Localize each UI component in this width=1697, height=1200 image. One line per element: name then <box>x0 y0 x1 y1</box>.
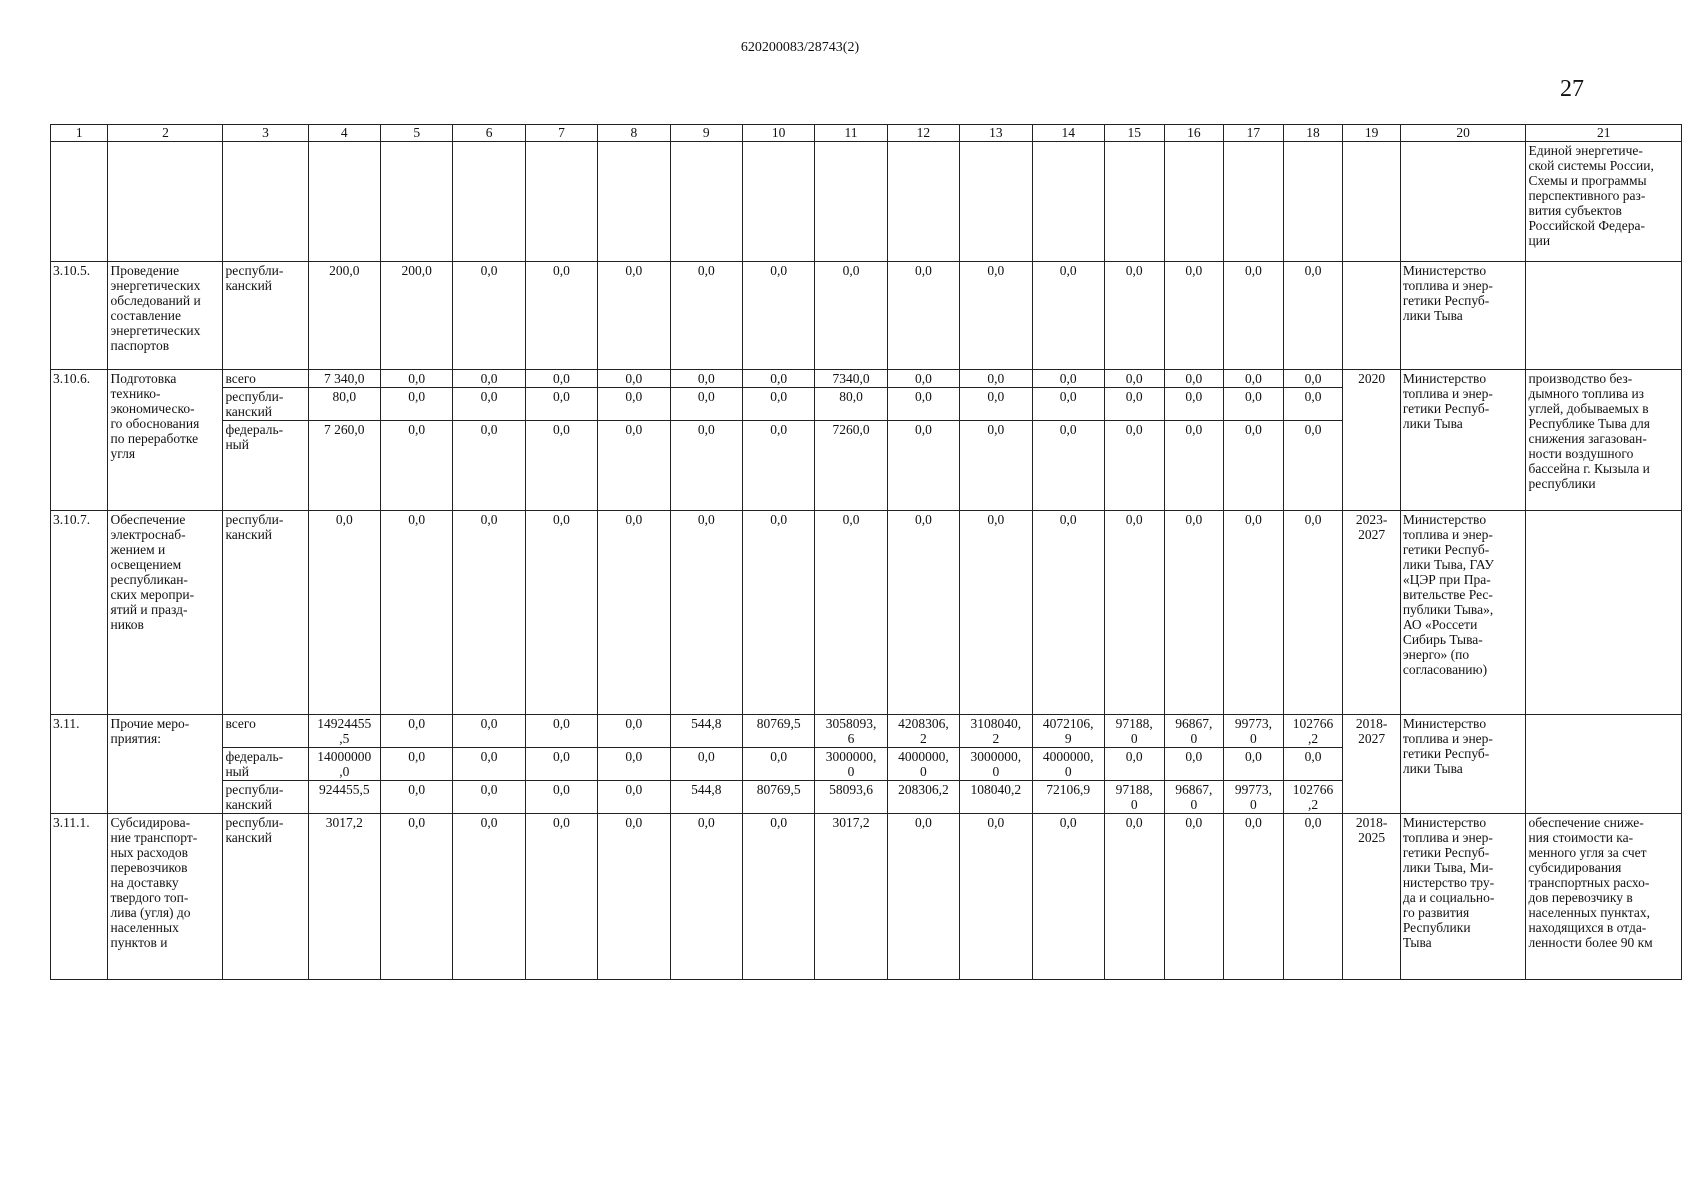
item-number-cell: 3.10.5. <box>51 262 108 370</box>
value-cell: 0,0 <box>670 814 742 980</box>
table-row <box>51 262 1682 370</box>
value-cell: 0,0 <box>308 511 380 715</box>
funding-source-cell: всего <box>223 715 308 748</box>
value-cell: 0,0 <box>1032 421 1104 511</box>
value-cell: 0,0 <box>742 262 814 370</box>
value-cell: 544,8 <box>670 715 742 748</box>
value-cell: 0,0 <box>1164 748 1224 781</box>
term-cell: 2018- 2025 <box>1343 814 1400 980</box>
value-cell: 0,0 <box>670 388 742 421</box>
budget-table-container <box>50 124 1682 980</box>
value-cell: 0,0 <box>598 814 670 980</box>
value-cell: 0,0 <box>1224 262 1284 370</box>
value-cell: 108040,2 <box>960 781 1032 814</box>
value-cell: 4000000, 0 <box>887 748 959 781</box>
value-cell: 0,0 <box>960 814 1032 980</box>
value-cell: 0,0 <box>453 262 525 370</box>
item-number-cell: 3.11. <box>51 715 108 814</box>
term-cell: 2018- 2027 <box>1343 715 1400 814</box>
table-row <box>51 715 1682 748</box>
funding-source-cell: всего <box>223 370 308 388</box>
column-number: 2 <box>108 125 223 142</box>
column-number: 21 <box>1526 125 1682 142</box>
item-name-cell: Проведение энергетических обследований и составление энергетических паспортов <box>108 262 223 370</box>
value-cell: 0,0 <box>1283 511 1343 715</box>
value-cell: 0,0 <box>1104 370 1164 388</box>
value-cell: 0,0 <box>742 388 814 421</box>
executor-cell: Министерство топлива и энер- гетики Респуб- лики Тыва, ГАУ «ЦЭР при Пра- вительстве Рес- публики Тыва», АО «Россети Сибирь Тыва- энерго» (по согласованию) <box>1400 511 1526 715</box>
value-cell: 0,0 <box>598 370 670 388</box>
value-cell: 0,0 <box>453 511 525 715</box>
executor-cell: Министерство топлива и энер- гетики Респуб- лики Тыва <box>1400 262 1526 370</box>
value-cell: 0,0 <box>1104 421 1164 511</box>
value-cell: 0,0 <box>1164 421 1224 511</box>
value-cell: 0,0 <box>525 511 597 715</box>
value-cell: 0,0 <box>1104 814 1164 980</box>
page-number: 27 <box>1560 76 1584 102</box>
value-cell: 4072106, 9 <box>1032 715 1104 748</box>
item-number-cell: 3.11.1. <box>51 814 108 980</box>
value-cell: 0,0 <box>381 781 453 814</box>
value-cell: 0,0 <box>887 511 959 715</box>
value-cell: 3000000, 0 <box>815 748 887 781</box>
value-cell: 0,0 <box>525 388 597 421</box>
value-cell: 0,0 <box>381 370 453 388</box>
value-cell: 0,0 <box>887 370 959 388</box>
item-number-cell: 3.10.6. <box>51 370 108 511</box>
column-number: 15 <box>1104 125 1164 142</box>
value-cell: 0,0 <box>1283 814 1343 980</box>
value-cell: 0,0 <box>453 748 525 781</box>
value-cell: 0,0 <box>1224 370 1284 388</box>
value-cell: 0,0 <box>960 370 1032 388</box>
value-cell: 0,0 <box>525 781 597 814</box>
value-cell: 0,0 <box>525 421 597 511</box>
column-number: 8 <box>598 125 670 142</box>
value-cell: 0,0 <box>1224 748 1284 781</box>
value-cell: 0,0 <box>1032 511 1104 715</box>
value-cell: 0,0 <box>525 262 597 370</box>
column-number: 19 <box>1343 125 1400 142</box>
funding-source-cell: республи- канский <box>223 511 308 715</box>
value-cell: 99773, 0 <box>1224 715 1284 748</box>
value-cell: 0,0 <box>742 748 814 781</box>
value-cell: 0,0 <box>887 421 959 511</box>
value-cell: 0,0 <box>381 814 453 980</box>
value-cell: 0,0 <box>381 388 453 421</box>
value-cell: 72106,9 <box>1032 781 1104 814</box>
value-cell: 0,0 <box>1104 262 1164 370</box>
value-cell: 97188, 0 <box>1104 715 1164 748</box>
term-cell <box>1343 262 1400 370</box>
value-cell: 14000000 ,0 <box>308 748 380 781</box>
value-cell: 99773, 0 <box>1224 781 1284 814</box>
value-cell: 4000000, 0 <box>1032 748 1104 781</box>
value-cell: 0,0 <box>1283 262 1343 370</box>
value-cell: 4208306, 2 <box>887 715 959 748</box>
value-cell: 14924455 ,5 <box>308 715 380 748</box>
term-cell: 2020 <box>1343 370 1400 511</box>
funding-source-cell: федераль- ный <box>223 748 308 781</box>
expected-result-cell <box>1526 715 1682 814</box>
value-cell: 7 260,0 <box>308 421 380 511</box>
value-cell: 0,0 <box>598 388 670 421</box>
funding-source-cell: республи- канский <box>223 814 308 980</box>
value-cell: 102766 ,2 <box>1283 715 1343 748</box>
value-cell: 0,0 <box>453 370 525 388</box>
value-cell: 0,0 <box>453 814 525 980</box>
value-cell: 7260,0 <box>815 421 887 511</box>
budget-table <box>50 124 1682 980</box>
value-cell: 0,0 <box>598 748 670 781</box>
value-cell: 0,0 <box>1283 370 1343 388</box>
value-cell: 0,0 <box>1164 511 1224 715</box>
term-cell: 2023- 2027 <box>1343 511 1400 715</box>
value-cell: 0,0 <box>1032 262 1104 370</box>
item-name-cell: Субсидирова- ние транспорт- ных расходов перевозчиков на доставку твердого топ- лива (угля) до населенных пунктов и <box>108 814 223 980</box>
column-number: 11 <box>815 125 887 142</box>
value-cell: 0,0 <box>381 748 453 781</box>
column-number: 9 <box>670 125 742 142</box>
value-cell: 80769,5 <box>742 781 814 814</box>
value-cell: 0,0 <box>960 421 1032 511</box>
value-cell: 0,0 <box>598 511 670 715</box>
expected-result-cell: обеспечение сниже- ния стоимости ка- менного угля за счет субсидирования транспортных расхо- дов перевозчику в населенных пунктах, находящихся в отда- ленности более 90 км <box>1526 814 1682 980</box>
item-name-cell: Подготовка технико- экономическо- го обоснования по переработке угля <box>108 370 223 511</box>
value-cell: 80,0 <box>815 388 887 421</box>
value-cell: 0,0 <box>598 421 670 511</box>
value-cell: 0,0 <box>960 511 1032 715</box>
value-cell: 7340,0 <box>815 370 887 388</box>
value-cell: 0,0 <box>1032 814 1104 980</box>
value-cell: 3108040, 2 <box>960 715 1032 748</box>
column-number: 12 <box>887 125 959 142</box>
item-name-cell: Обеспечение электроснаб- жением и освещением республикан- ских меропри- ятий и празд- ников <box>108 511 223 715</box>
column-number: 14 <box>1032 125 1104 142</box>
value-cell: 97188, 0 <box>1104 781 1164 814</box>
expected-result-cell: Единой энергетиче- ской системы России, Схемы и программы перспективного раз- вития субъектов Российской Федера- ции <box>1526 142 1682 262</box>
value-cell: 0,0 <box>1032 370 1104 388</box>
value-cell: 0,0 <box>381 715 453 748</box>
value-cell: 0,0 <box>887 388 959 421</box>
column-number: 13 <box>960 125 1032 142</box>
table-row <box>51 142 1682 262</box>
value-cell: 80,0 <box>308 388 380 421</box>
table-row <box>51 370 1682 388</box>
value-cell: 0,0 <box>815 511 887 715</box>
expected-result-cell: производство без- дымного топлива из углей, добываемых в Республике Тыва для снижения загазован- ности воздушного бассейна г. Кызыла и республики <box>1526 370 1682 511</box>
value-cell: 0,0 <box>1164 814 1224 980</box>
value-cell: 96867, 0 <box>1164 715 1224 748</box>
value-cell: 80769,5 <box>742 715 814 748</box>
value-cell: 0,0 <box>960 262 1032 370</box>
value-cell: 58093,6 <box>815 781 887 814</box>
value-cell: 0,0 <box>1224 388 1284 421</box>
value-cell: 0,0 <box>598 781 670 814</box>
value-cell: 0,0 <box>453 388 525 421</box>
value-cell: 200,0 <box>381 262 453 370</box>
expected-result-cell <box>1526 511 1682 715</box>
value-cell: 0,0 <box>1104 748 1164 781</box>
column-number: 20 <box>1400 125 1526 142</box>
column-number: 3 <box>223 125 308 142</box>
executor-cell: Министерство топлива и энер- гетики Респуб- лики Тыва, Ми- нистерство тру- да и социально- го развития Республики Тыва <box>1400 814 1526 980</box>
value-cell: 0,0 <box>525 370 597 388</box>
value-cell: 0,0 <box>1224 814 1284 980</box>
value-cell: 96867, 0 <box>1164 781 1224 814</box>
value-cell: 0,0 <box>381 421 453 511</box>
value-cell: 0,0 <box>1164 388 1224 421</box>
column-number: 10 <box>742 125 814 142</box>
value-cell: 0,0 <box>960 388 1032 421</box>
column-number: 1 <box>51 125 108 142</box>
value-cell: 0,0 <box>598 715 670 748</box>
column-number: 6 <box>453 125 525 142</box>
funding-source-cell: республи- канский <box>223 781 308 814</box>
column-number-row <box>51 125 1682 142</box>
value-cell: 3058093, 6 <box>815 715 887 748</box>
column-number: 7 <box>525 125 597 142</box>
value-cell: 208306,2 <box>887 781 959 814</box>
column-number: 16 <box>1164 125 1224 142</box>
value-cell: 3017,2 <box>815 814 887 980</box>
value-cell: 102766 ,2 <box>1283 781 1343 814</box>
executor-cell: Министерство топлива и энер- гетики Респуб- лики Тыва <box>1400 715 1526 814</box>
value-cell: 3000000, 0 <box>960 748 1032 781</box>
executor-cell: Министерство топлива и энер- гетики Респуб- лики Тыва <box>1400 370 1526 511</box>
value-cell: 0,0 <box>1032 388 1104 421</box>
table-row <box>51 814 1682 980</box>
column-number: 4 <box>308 125 380 142</box>
value-cell: 0,0 <box>815 262 887 370</box>
value-cell: 0,0 <box>742 370 814 388</box>
column-number: 5 <box>381 125 453 142</box>
table-row <box>51 511 1682 715</box>
value-cell: 0,0 <box>1164 370 1224 388</box>
value-cell: 0,0 <box>670 262 742 370</box>
funding-source-cell: федераль- ный <box>223 421 308 511</box>
value-cell: 3017,2 <box>308 814 380 980</box>
value-cell: 0,0 <box>1283 388 1343 421</box>
value-cell: 0,0 <box>453 421 525 511</box>
value-cell: 0,0 <box>1104 511 1164 715</box>
value-cell: 0,0 <box>670 370 742 388</box>
value-cell: 0,0 <box>887 262 959 370</box>
value-cell: 0,0 <box>742 814 814 980</box>
value-cell: 0,0 <box>742 511 814 715</box>
item-number-cell: 3.10.7. <box>51 511 108 715</box>
value-cell: 0,0 <box>453 715 525 748</box>
value-cell: 0,0 <box>1283 748 1343 781</box>
document-id: 620200083/28743(2) <box>740 40 860 55</box>
value-cell: 0,0 <box>742 421 814 511</box>
value-cell: 0,0 <box>887 814 959 980</box>
value-cell: 0,0 <box>1283 421 1343 511</box>
value-cell: 7 340,0 <box>308 370 380 388</box>
value-cell: 0,0 <box>453 781 525 814</box>
value-cell: 924455,5 <box>308 781 380 814</box>
value-cell: 0,0 <box>598 262 670 370</box>
value-cell: 200,0 <box>308 262 380 370</box>
item-name-cell: Прочие меро- приятия: <box>108 715 223 814</box>
value-cell: 0,0 <box>1224 511 1284 715</box>
value-cell: 0,0 <box>525 814 597 980</box>
column-number: 18 <box>1283 125 1343 142</box>
value-cell: 0,0 <box>525 715 597 748</box>
value-cell: 0,0 <box>670 748 742 781</box>
value-cell: 544,8 <box>670 781 742 814</box>
value-cell: 0,0 <box>670 421 742 511</box>
value-cell: 0,0 <box>1224 421 1284 511</box>
value-cell: 0,0 <box>381 511 453 715</box>
value-cell: 0,0 <box>525 748 597 781</box>
value-cell: 0,0 <box>670 511 742 715</box>
value-cell: 0,0 <box>1164 262 1224 370</box>
expected-result-cell <box>1526 262 1682 370</box>
funding-source-cell: республи- канский <box>223 262 308 370</box>
value-cell: 0,0 <box>1104 388 1164 421</box>
funding-source-cell: республи- канский <box>223 388 308 421</box>
column-number: 17 <box>1224 125 1284 142</box>
